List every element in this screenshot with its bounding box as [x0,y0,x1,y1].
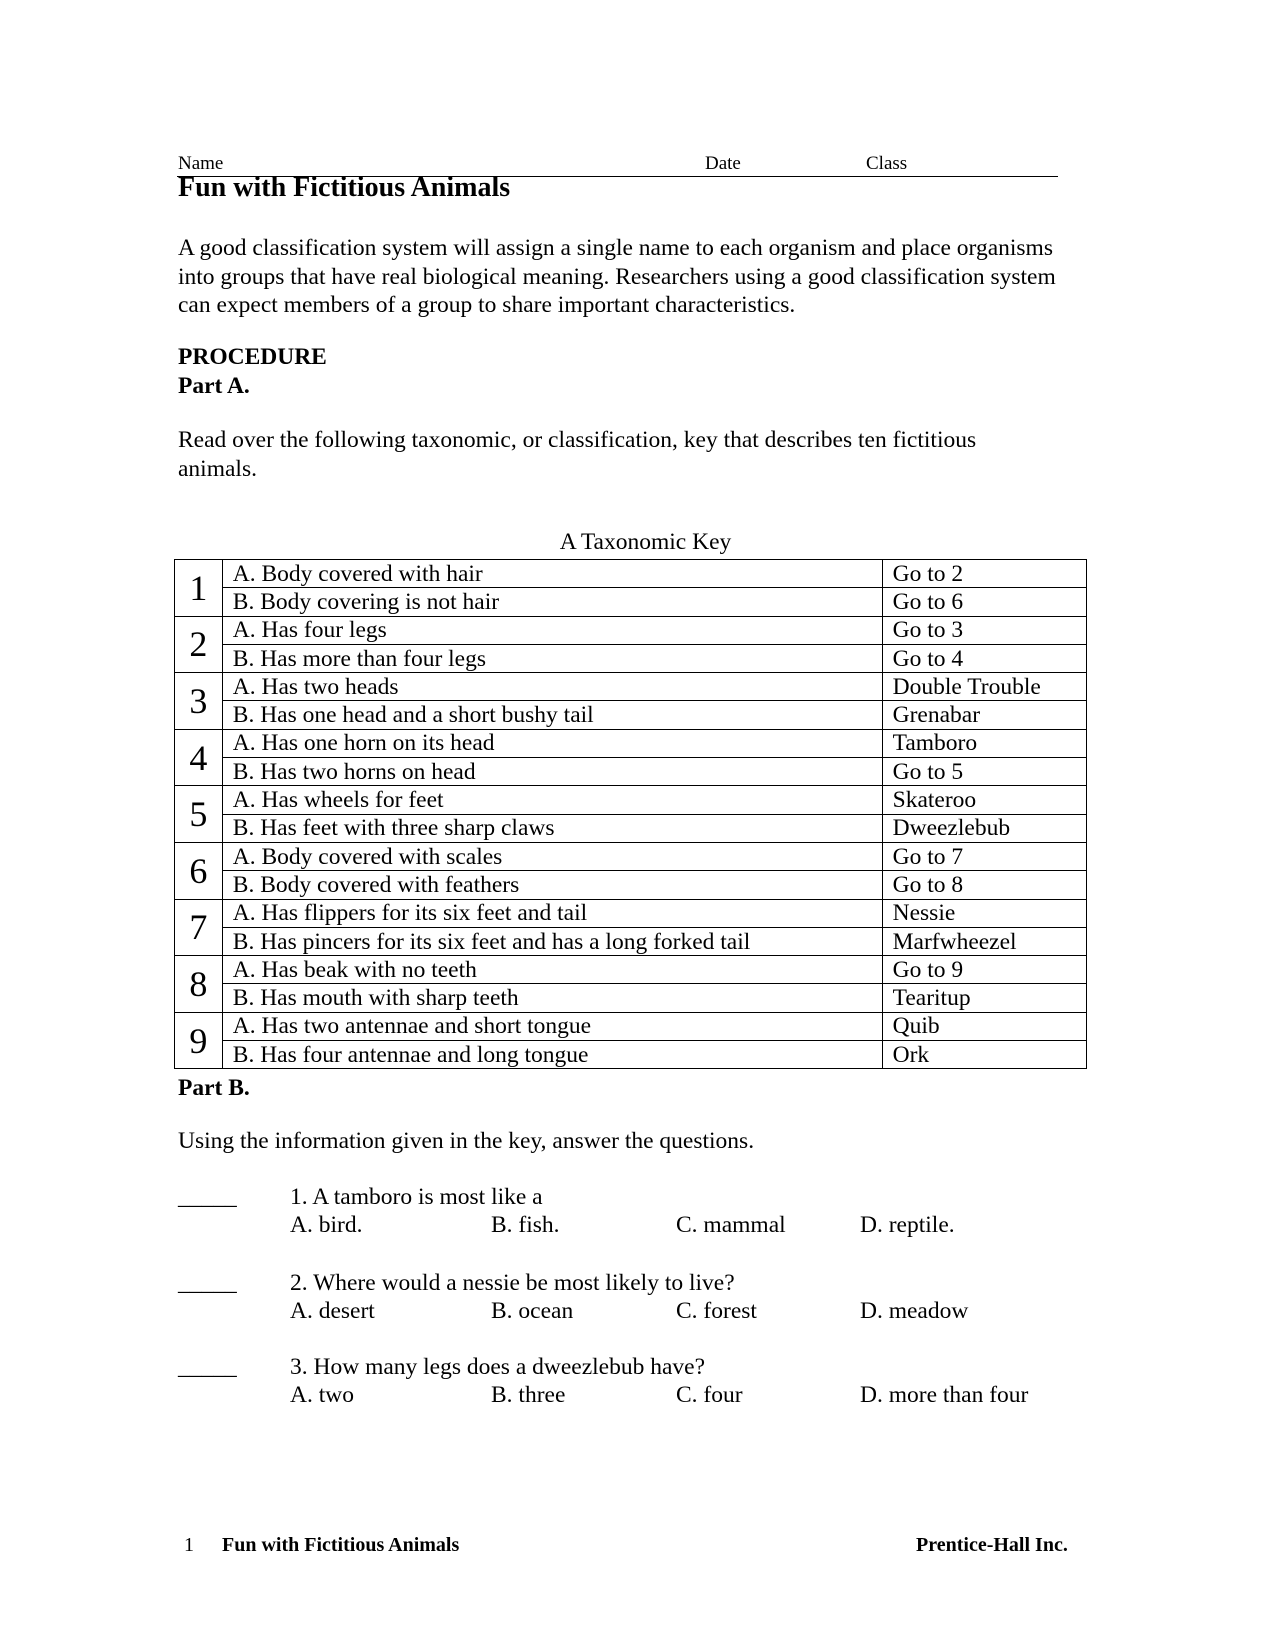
key-step-number: 1 [175,560,223,617]
key-caption: A Taxonomic Key [559,529,732,555]
intro-paragraph: A good classification system will assign a single name to each organism and place organisms into groups that have real biological meaning. Researchers using a good classification system can expect members of a group to share important characteristics. [178,235,1056,318]
key-choice-b: B. Body covered with feathers [222,871,882,899]
key-choice-a: A. Has two heads [222,673,882,701]
key-row [175,842,1087,870]
part-a-instructions: Read over the following taxonomic, or classification, key that describes ten fictitious animals. [178,427,977,482]
key-result-a: Go to 7 [882,842,1086,870]
key-result-b: Go to 6 [882,588,1086,616]
key-row [175,927,1087,955]
question-1: 1. A tamboro is most like a [290,1184,543,1210]
key-result-a: Double Trouble [882,673,1086,701]
key-choice-a: A. Has beak with no teeth [222,956,882,984]
part-b-instructions: Using the information given in the key, answer the questions. [178,1128,755,1154]
key-choice-b: B. Body covering is not hair [222,588,882,616]
key-choice-a: A. Has four legs [222,616,882,644]
key-row [175,701,1087,729]
key-choice-a: A. Body covered with hair [222,560,882,588]
question-1-option-b: B. fish. [491,1212,560,1238]
question-1-option-d: D. reptile. [860,1212,955,1238]
key-result-a: Go to 2 [882,560,1086,588]
key-step-number: 9 [175,1012,223,1069]
key-row [175,814,1087,842]
question-3-option-c: C. four [676,1382,743,1408]
question-3-option-a: A. two [290,1382,354,1408]
key-choice-b: B. Has more than four legs [222,644,882,672]
key-row [175,560,1087,588]
key-choice-a: A. Has one horn on its head [222,729,882,757]
question-1-option-a: A. bird. [290,1212,363,1238]
key-choice-b: B. Has one head and a short bushy tail [222,701,882,729]
key-row [175,899,1087,927]
key-row [175,588,1087,616]
part-a-heading: Part A. [178,373,250,399]
key-result-b: Ork [882,1041,1086,1069]
key-choice-a: A. Body covered with scales [222,842,882,870]
taxonomic-key-table [174,559,1087,1069]
key-row [175,729,1087,757]
key-step-number: 5 [175,786,223,843]
key-step-number: 6 [175,842,223,899]
date-label: Date [705,153,741,174]
footer-publisher: Prentice-Hall Inc. [916,1534,1068,1556]
key-result-a: Nessie [882,899,1086,927]
key-result-b: Dweezlebub [882,814,1086,842]
key-result-a: Tamboro [882,729,1086,757]
key-result-b: Go to 5 [882,758,1086,786]
page-title: Fun with Fictitious Animals [178,172,511,203]
key-result-b: Marfwheezel [882,927,1086,955]
question-2: 2. Where would a nessie be most likely to live? [290,1270,735,1296]
key-result-b: Go to 4 [882,644,1086,672]
question-2-option-a: A. desert [290,1298,375,1324]
procedure-heading: PROCEDURE [178,344,327,370]
question-3-option-d: D. more than four [860,1382,1029,1408]
key-choice-b: B. Has pincers for its six feet and has a long forked tail [222,927,882,955]
key-row [175,644,1087,672]
key-choice-b: B. Has feet with three sharp claws [222,814,882,842]
key-result-a: Skateroo [882,786,1086,814]
key-row [175,786,1087,814]
question-2-option-d: D. meadow [860,1298,969,1324]
key-choice-b: B. Has two horns on head [222,758,882,786]
key-step-number: 8 [175,956,223,1013]
key-step-number: 2 [175,616,223,673]
key-step-number: 4 [175,729,223,786]
key-result-a: Go to 9 [882,956,1086,984]
key-choice-a: A. Has wheels for feet [222,786,882,814]
key-row [175,1041,1087,1069]
key-step-number: 3 [175,673,223,730]
key-choice-b: B. Has four antennae and long tongue [222,1041,882,1069]
key-step-number: 7 [175,899,223,956]
key-choice-a: A. Has flippers for its six feet and tail [222,899,882,927]
footer-doc-title: Fun with Fictitious Animals [222,1534,460,1556]
answer-blank-3[interactable]: _____ [178,1354,237,1380]
part-b-heading: Part B. [178,1075,250,1101]
key-result-b: Grenabar [882,701,1086,729]
question-2-option-c: C. forest [676,1298,757,1324]
key-row [175,956,1087,984]
key-result-b: Go to 8 [882,871,1086,899]
key-row [175,616,1087,644]
answer-blank-1[interactable]: _____ [178,1184,237,1210]
key-result-a: Quib [882,1012,1086,1040]
name-label: Name [178,153,224,174]
key-row [175,871,1087,899]
key-result-b: Tearitup [882,984,1086,1012]
key-choice-b: B. Has mouth with sharp teeth [222,984,882,1012]
key-choice-a: A. Has two antennae and short tongue [222,1012,882,1040]
key-result-a: Go to 3 [882,616,1086,644]
footer-page-number: 1 [184,1534,194,1556]
question-1-option-c: C. mammal [676,1212,786,1238]
question-2-option-b: B. ocean [491,1298,574,1324]
class-label: Class [866,153,908,174]
key-row [175,673,1087,701]
key-row [175,1012,1087,1040]
question-3-option-b: B. three [491,1382,566,1408]
question-3: 3. How many legs does a dweezlebub have? [290,1354,706,1380]
key-row [175,758,1087,786]
key-row [175,984,1087,1012]
answer-blank-2[interactable]: _____ [178,1270,237,1296]
